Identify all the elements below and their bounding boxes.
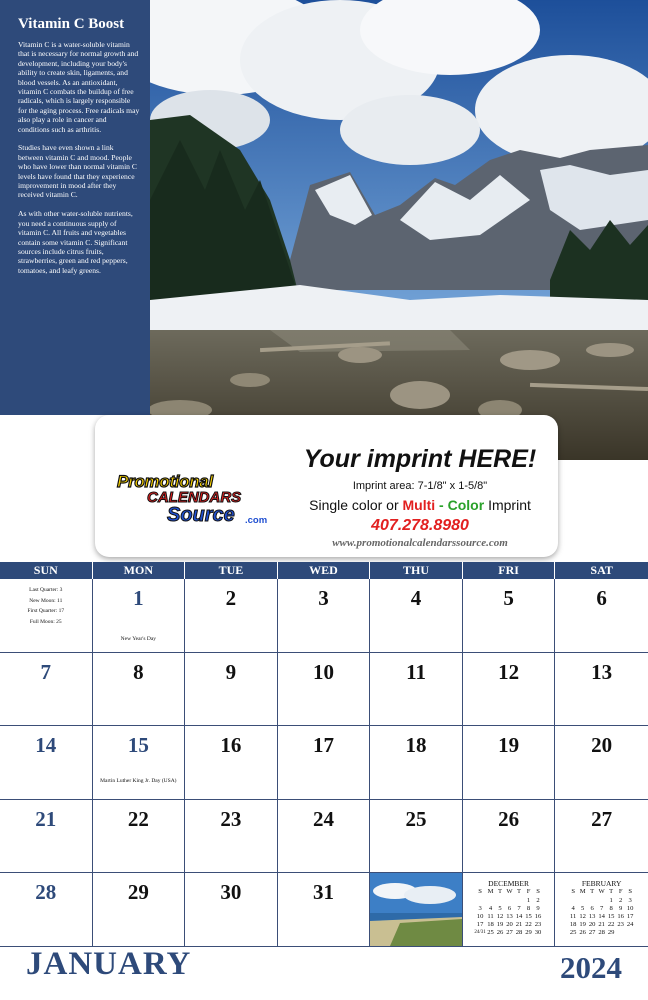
day-cell (463, 653, 556, 726)
mini-calendar-day: 29 (525, 929, 532, 937)
day-number: 13 (591, 659, 613, 684)
mini-calendar-day (514, 897, 524, 905)
weekday-header: TUE (185, 562, 278, 579)
day-number: 11 (406, 659, 426, 684)
article-paragraph: As with other water-soluble nutrients, you need a continuous supply of vitamin C. All fruits and vegetables contain some vitamin C. Significant sources include citrus fruits, strawberries, green and red peppers, tomatoes, and leafy greens. (18, 209, 133, 275)
mini-calendar-day: 14 (515, 912, 523, 920)
mini-calendar-day: 23 (617, 921, 624, 929)
moon-phase: First Quarter: 17 (27, 608, 65, 614)
year-title: 2024 (560, 950, 622, 985)
mini-calendar-header: S (536, 888, 540, 896)
day-number: 15 (127, 733, 149, 758)
imprint-multi: Multi (402, 497, 436, 513)
mini-calendar-day: 26 (496, 929, 504, 937)
mini-calendar-table (474, 888, 542, 937)
day-number: 7 (40, 659, 52, 684)
day-number: 14 (35, 733, 57, 758)
mini-calendar-day: 20 (506, 921, 513, 929)
mini-calendar-day: 1 (609, 896, 613, 904)
moon-phase-cell (0, 579, 93, 652)
mini-calendar-header: W (598, 888, 605, 896)
mini-calendar-day: 4 (571, 904, 575, 912)
mini-calendar-day: 5 (581, 904, 585, 912)
imprint-dash: - (435, 497, 448, 513)
mini-calendar-day: 3 (628, 896, 632, 904)
imprint-line-post: Imprint (484, 497, 531, 513)
mini-calendar-header: T (590, 888, 595, 896)
mini-calendar-day: 25 (487, 929, 494, 937)
day-cell (93, 579, 186, 652)
day-cell (93, 653, 186, 726)
weekday-header: SUN (0, 562, 93, 579)
day-cell (278, 653, 371, 726)
mini-calendar-day: 6 (507, 904, 512, 912)
mini-calendar-day: 7 (600, 904, 604, 912)
mini-calendar-day: 9 (536, 904, 540, 912)
day-number: 30 (220, 880, 242, 905)
calendar-week (0, 873, 648, 947)
mini-calendar-day (625, 929, 635, 937)
day-cell (185, 800, 278, 873)
mini-calendar-day: 21 (598, 921, 605, 929)
imprint-box (95, 415, 558, 557)
imprint-url: www.promotionalcalendarssource.com (332, 537, 508, 549)
day-cell (278, 579, 371, 652)
mini-calendar-day (495, 897, 505, 905)
thumbnail-cell (370, 873, 463, 946)
mini-calendar-day: 12 (579, 912, 586, 920)
weekday-header: WED (278, 562, 371, 579)
moon-phase: Last Quarter: 3 (29, 587, 63, 593)
day-cell (370, 800, 463, 873)
mini-calendar-day: 12 (496, 912, 504, 920)
beach-thumbnail (370, 873, 462, 946)
mini-calendar-day: 17 (626, 912, 634, 920)
day-number: 10 (312, 659, 334, 684)
day-cell (370, 653, 463, 726)
mini-calendar-day (597, 897, 607, 905)
mini-calendar-day: 18 (569, 921, 577, 929)
mini-calendar-day (486, 897, 496, 905)
mini-calendar-header: S (571, 888, 575, 896)
day-number: 12 (498, 659, 520, 684)
mini-calendar-header: S (478, 888, 482, 896)
day-number: 2 (225, 586, 237, 610)
mini-calendar-day: 28 (598, 929, 605, 937)
mini-calendar-day (587, 897, 597, 905)
mini-calendar-day: 10 (626, 904, 634, 912)
article-title: Vitamin C Boost (18, 16, 125, 32)
day-number: 9 (225, 659, 237, 684)
weekday-header: FRI (463, 562, 556, 579)
mini-calendar-day: 8 (526, 904, 531, 912)
logo-line-4: .com (245, 515, 268, 526)
mini-calendar-header: T (609, 888, 614, 896)
mini-calendar-day: 26 (579, 929, 586, 937)
day-number: 23 (220, 806, 242, 831)
day-number: 18 (405, 733, 427, 758)
day-number: 27 (591, 806, 613, 831)
day-cell (185, 873, 278, 946)
day-number: 26 (498, 806, 520, 831)
day-cell (185, 579, 278, 652)
mini-calendar-header: M (487, 888, 494, 896)
mini-calendar-day (578, 897, 588, 905)
day-number: 1 (133, 586, 144, 610)
mini-calendar-day: 15 (525, 912, 532, 920)
moon-phases (0, 585, 92, 627)
sidebar-article (0, 0, 150, 415)
day-cell (278, 800, 371, 873)
weekday-header: MON (93, 562, 186, 579)
mini-calendar-day: 29 (607, 929, 615, 937)
mini-calendar-day: 9 (619, 904, 623, 912)
day-cell (93, 873, 186, 946)
mini-calendar-header: F (526, 888, 531, 896)
mini-calendar-day: 27 (506, 929, 513, 937)
month-title: JANUARY (26, 946, 192, 982)
mini-calendar-header: F (618, 888, 623, 896)
logo-line-2: CALENDARS (147, 489, 242, 506)
day-cell (555, 579, 648, 652)
day-cell (93, 800, 186, 873)
day-cell (555, 653, 648, 726)
day-number: 25 (405, 806, 427, 831)
mini-calendar-day: 2 (619, 896, 623, 904)
mini-calendar-cell (463, 873, 556, 946)
mini-calendar-day: 4 (488, 904, 493, 912)
mini-calendar-day: 13 (506, 912, 513, 920)
mini-calendar-day: 24/31 (474, 930, 486, 936)
weekday-header: SAT (590, 563, 613, 577)
mini-calendar-day: 16 (534, 912, 542, 920)
mini-calendar-header: T (517, 888, 522, 896)
day-number: 3 (318, 586, 329, 610)
mini-calendar-day: 6 (590, 904, 594, 912)
day-number: 28 (35, 880, 57, 905)
day-cell (370, 579, 463, 652)
mini-calendar-day (474, 897, 485, 905)
calendar-week (0, 653, 648, 727)
day-number: 5 (503, 586, 514, 610)
mini-calendar-day: 13 (588, 912, 596, 920)
day-number: 20 (591, 733, 613, 758)
mini-calendar-day: 5 (498, 904, 502, 912)
calendar-week (0, 579, 648, 653)
mini-calendar-cell (555, 873, 648, 946)
mini-calendar-day: 16 (617, 912, 624, 920)
day-number: 17 (312, 733, 334, 758)
day-cell (555, 800, 648, 873)
calendar-week (0, 726, 648, 800)
mini-calendar-day: 3 (478, 904, 482, 912)
mini-calendar-day: 22 (525, 921, 532, 929)
day-cell (185, 653, 278, 726)
holiday-note: Martin Luther King Jr. Day (USA) (100, 778, 177, 785)
mini-calendar-day: 1 (526, 896, 531, 904)
day-cell (0, 873, 93, 946)
mini-calendar-day: 8 (609, 904, 613, 912)
weekday-header-row (0, 562, 648, 579)
mini-calendar-day: 30 (534, 929, 542, 937)
mini-calendar-december (466, 879, 552, 937)
imprint-area: Imprint area: 7-1/8" x 1-5/8" (352, 480, 488, 492)
day-cell (463, 800, 556, 873)
mini-calendar-day: 11 (487, 912, 494, 920)
day-number: 8 (133, 659, 144, 684)
mini-calendar-day: 17 (476, 921, 484, 929)
mini-calendar-day: 25 (569, 929, 577, 937)
day-number: 4 (410, 586, 422, 610)
article-paragraph: Studies have even shown a link between vitamin C and mood. People who have lower than normal vitamin C levels have found that they experience improvement in mood after they received vitamin C. (18, 143, 137, 200)
imprint-phone: 407.278.8980 (371, 517, 469, 534)
moon-phase: Full Moon: 25 (29, 618, 62, 625)
mini-calendar-day: 21 (515, 921, 523, 929)
day-number: 29 (127, 880, 149, 905)
imprint-color-line (285, 497, 555, 513)
day-number: 19 (498, 733, 520, 758)
day-cell (278, 873, 371, 946)
day-cell (555, 726, 648, 799)
day-cell (0, 653, 93, 726)
mini-calendar-day: 22 (607, 921, 615, 929)
mountain-lake-photo (150, 0, 648, 460)
imprint-color: Color (447, 497, 485, 513)
mini-calendar-day: 23 (534, 921, 542, 929)
mini-calendar-day: 20 (588, 921, 596, 929)
mini-calendar-day: 14 (598, 912, 605, 920)
mini-calendar-day: 19 (496, 921, 504, 929)
holiday-note: New Year's Day (120, 635, 157, 642)
day-number: 31 (312, 880, 334, 905)
mini-calendar-day: 27 (588, 929, 596, 937)
calendar-week (0, 800, 648, 874)
calendar-grid (0, 562, 648, 947)
mini-calendar-header: S (628, 888, 632, 896)
company-logo (117, 472, 277, 538)
mini-calendar-day: 7 (517, 904, 521, 912)
day-cell (0, 800, 93, 873)
mini-calendar-day: 24 (626, 921, 634, 929)
day-number: 16 (220, 733, 242, 758)
logo-line-3: Source (167, 504, 235, 526)
day-number: 22 (127, 806, 149, 831)
imprint-line-pre: Single color or (309, 497, 403, 513)
imprint-title: Your imprint HERE! (303, 445, 537, 473)
logo-line-1: Promotional (117, 472, 213, 491)
article-paragraph: Vitamin C is a water-soluble vitamin that is necessary for normal growth and development, including your body's ability to create skin, ligaments, and blood vessels. As an antioxidant, vitamin C combats the buildup of free radicals, which is largely responsible for the aging process. Free radicals may also play a role in cancer and conditions such as arthritis. (18, 40, 140, 134)
mini-calendar-day: 11 (569, 912, 577, 920)
mini-calendar-header: W (506, 888, 513, 896)
day-cell (93, 726, 186, 799)
day-cell (463, 579, 556, 652)
day-cell (463, 726, 556, 799)
mini-calendar-title: DECEMBER (488, 879, 530, 889)
weekday-header: THU (370, 562, 463, 579)
moon-phase: New Moon: 11 (29, 597, 63, 604)
mini-calendar-day: 15 (607, 912, 615, 920)
day-number: 21 (35, 806, 57, 831)
mini-calendar-day: 10 (476, 912, 484, 920)
mini-calendar-february (558, 879, 645, 937)
mini-calendar-day: 18 (487, 921, 494, 929)
mini-calendar-day: 28 (515, 929, 523, 937)
mini-calendar-day (505, 897, 515, 905)
mini-calendar-table (568, 888, 635, 937)
day-number: 24 (312, 806, 334, 831)
day-cell (0, 726, 93, 799)
mini-calendar-day (616, 929, 626, 937)
mini-calendar-header: T (498, 888, 503, 896)
day-number: 6 (596, 586, 607, 610)
mini-calendar-day (568, 897, 578, 905)
mini-calendar-title: FEBRUARY (581, 879, 622, 889)
day-cell (185, 726, 278, 799)
mini-calendar-header: M (579, 888, 586, 896)
day-cell (278, 726, 371, 799)
mini-calendar-day: 2 (536, 896, 540, 904)
mini-calendar-day: 19 (579, 921, 586, 929)
day-cell (370, 726, 463, 799)
